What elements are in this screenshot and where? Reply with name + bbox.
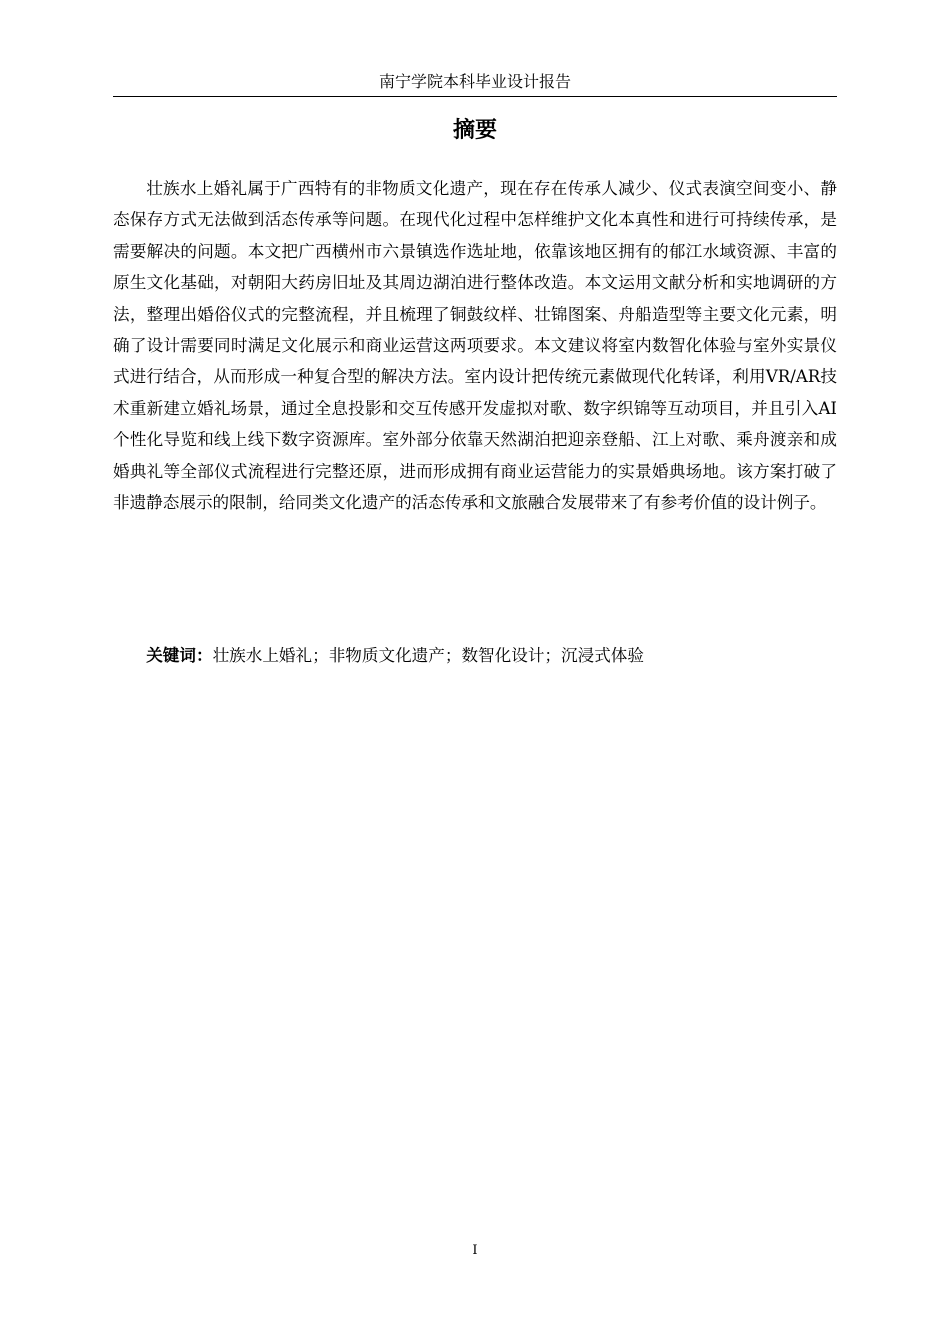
keywords-label: 关键词： [146, 646, 213, 665]
header-text: 南宁学院本科毕业设计报告 [378, 72, 571, 91]
keywords-line [113, 640, 837, 671]
page-number: I [472, 1243, 478, 1258]
keywords-text: 壮族水上婚礼；非物质文化遗产；数智化设计；沉浸式体验 [212, 646, 644, 665]
abstract-body: 壮族水上婚礼属于广西特有的非物质文化遗产，现在存在传承人减少、仪式表演空间变小、静态保存方式无法做到活态传承等问题。在现代化过程中怎样维护文化本真性和进行可持续传承，是需要解决的问题。本文把广西横州市六景镇选作选址地，依靠该地区拥有的郁江水域资源、丰富的原生文化基础，对朝阳大药房旧址及其周边湖泊进行整体改造。本文运用文献分析和实地调研的方法，整理出婚俗仪式的完整流程，并且梳理了铜鼓纹样、壮锦图案、舟船造型等主要文化元素，明确了设计需要同时满足文化展示和商业运营这两项要求。本文建议将室内数智化体验与室外实景仪式进行结合，从而形成一种复合型的解决方法。室内设计把传统元素做现代化转译，利用VR/AR技术重新建立婚礼场景，通过全息投影和交互传感开发虚拟对歌、数字织锦等互动项目，并且引入AI个性化导览和线上线下数字资源库。室外部分依靠天然湖泊把迎亲登船、江上对歌、乘舟渡亲和成婚典礼等全部仪式流程进行完整还原，进而形成拥有商业运营能力的实景婚典场地。该方案打破了非遗静态展示的限制，给同类文化遗产的活态传承和文旅融合发展带来了有参考价值的设计例子。 [113, 179, 837, 513]
page-header [113, 71, 837, 97]
abstract-title: 摘要 [452, 118, 497, 143]
